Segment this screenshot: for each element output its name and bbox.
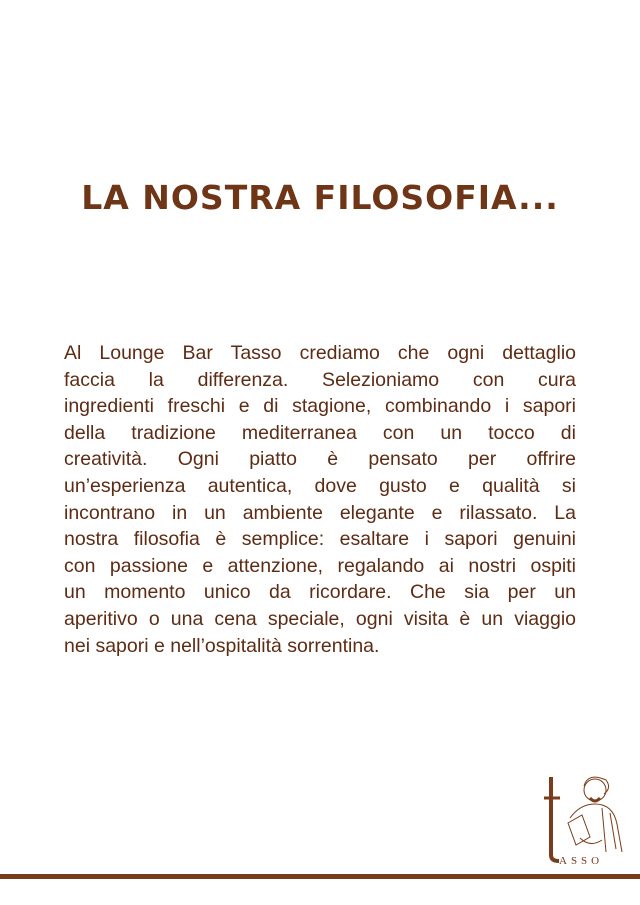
paragraph-line: incontrano in un ambiente elegante e rilassato. La bbox=[64, 501, 576, 524]
bottom-divider bbox=[0, 874, 640, 879]
tasso-logo bbox=[540, 768, 630, 868]
logo-text: ASSO bbox=[559, 855, 604, 867]
paragraph-line: aperitivo o una cena speciale, ogni visita è un viaggio bbox=[64, 607, 576, 630]
paragraph-line: della tradizione mediterranea con un tocco di bbox=[64, 421, 576, 444]
paragraph-line: nostra filosofia è semplice: esaltare i sapori genuini bbox=[64, 528, 576, 551]
paragraph-line: faccia la differenza. Selezioniamo con cura bbox=[64, 368, 576, 391]
paragraph-line: creatività. Ogni piatto è pensato per offrire bbox=[64, 448, 576, 471]
philosophy-paragraph bbox=[64, 340, 576, 659]
paragraph-line: un momento unico da ricordare. Che sia per un bbox=[64, 581, 576, 604]
paragraph-line: nei sapori e nell’ospitalità sorrentina. bbox=[64, 634, 380, 657]
paragraph-line: Al Lounge Bar Tasso crediamo che ogni dettaglio bbox=[64, 342, 576, 364]
page-title: LA NOSTRA FILOSOFIA... bbox=[81, 178, 559, 217]
paragraph-line: con passione e attenzione, regalando ai nostri ospiti bbox=[64, 554, 576, 577]
paragraph-line: un’esperienza autentica, dove gusto e qualità si bbox=[64, 474, 576, 497]
paragraph-line: ingredienti freschi e di stagione, combinando i sapori bbox=[64, 395, 576, 418]
